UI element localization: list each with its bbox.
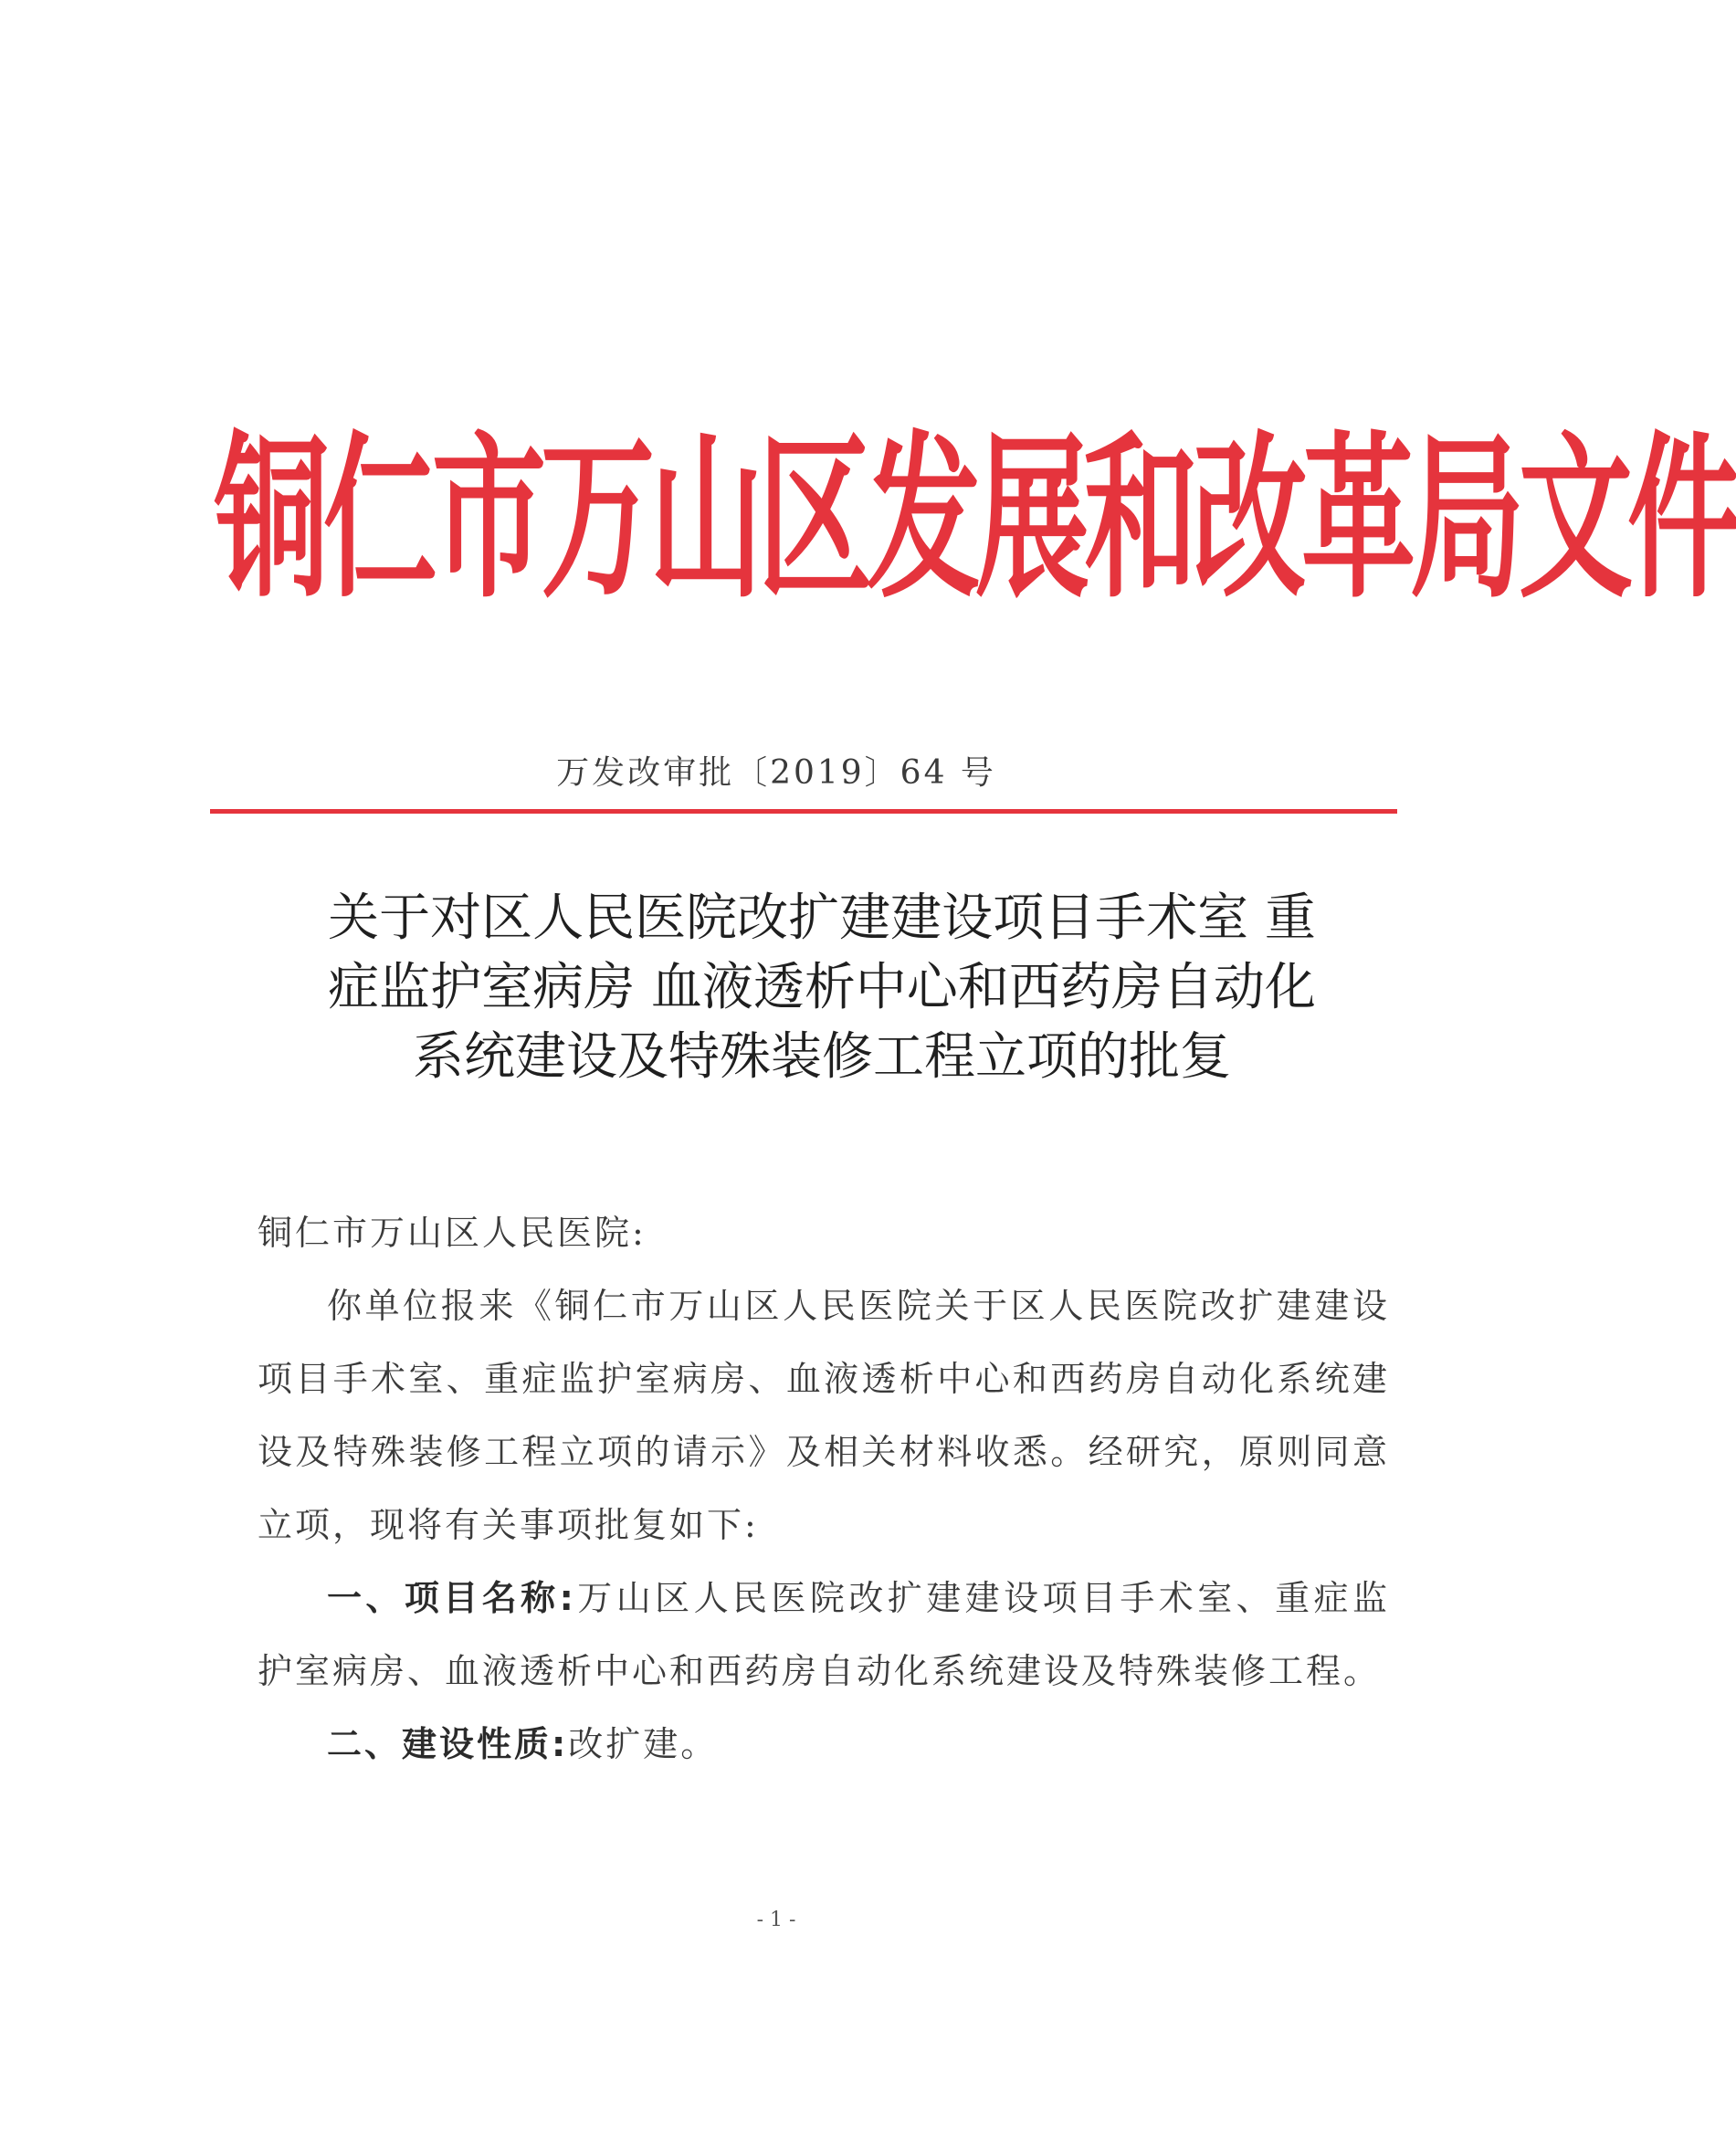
document-title <box>256 884 1388 1092</box>
item-project-name <box>258 1562 1390 1708</box>
document-number: 万发改审批〔2019〕64 号 <box>556 754 996 792</box>
masthead-title: 铜仁市万山区发展和改革局文件 <box>215 416 1736 623</box>
document-body <box>258 1196 1390 1781</box>
title-line-3: 系统建设及特殊装修工程立项的批复 <box>413 1027 1231 1087</box>
main-paragraph: 你单位报来《铜仁市万山区人民医院关于区人民医院改扩建建设项目手术室、重症监护室病房、血液透析中心和西药房自动化系统建设及特殊装修工程立项的请示》及相关材料收悉。经研究，原则同意立项，现将有关事项批复如下: <box>258 1286 1390 1545</box>
title-line-1: 关于对区人民医院改扩建建设项目手术室 重 <box>328 889 1316 948</box>
salutation: 铜仁市万山区人民医院: <box>258 1213 647 1253</box>
item-heading: 一、项目名称: <box>327 1578 576 1618</box>
item-construction-nature <box>258 1708 1390 1781</box>
title-line-2: 症监护室病房 血液透析中心和西药房自动化 <box>328 958 1316 1017</box>
item-text: 万山区人民医院改扩建建设项目手术室、重症监护室病房、血液透析中心和西药房自动化系统建设及特殊装修工程。 <box>258 1578 1390 1691</box>
page-number: - 1 - <box>756 1909 796 1931</box>
item-heading: 二、建设性质: <box>327 1724 569 1764</box>
red-divider-line <box>210 809 1397 814</box>
item-text: 改扩建。 <box>568 1724 719 1764</box>
